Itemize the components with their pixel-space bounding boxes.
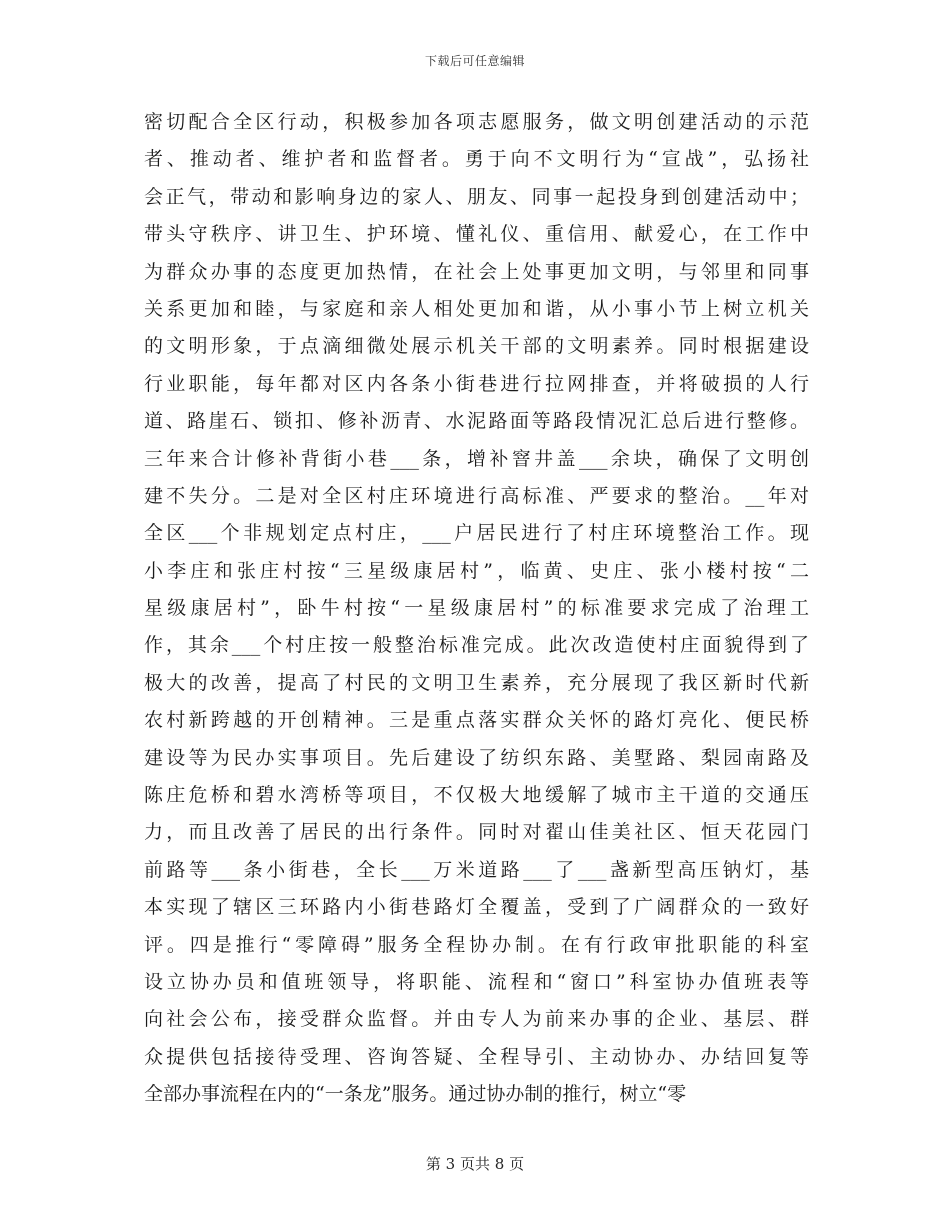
body-line: 农村新跨越的开创精神。三是重点落实群众关怀的路灯亮化、便民桥 (144, 709, 809, 732)
body-line: 前路等___条小街巷，全长___万米道路___了___盏新型高压钠灯，基 (144, 858, 809, 881)
body-line: 极大的改善，提高了村民的文明卫生素养，充分展现了我区新时代新 (144, 671, 809, 694)
body-line: 密切配合全区行动，积极参加各项志愿服务，做文明创建活动的示范 (144, 111, 809, 133)
body-line: 三年来合计修补背街小巷___条，增补窨井盖___余块，确保了文明创 (144, 447, 809, 470)
body-line: 众提供包括接待受理、咨询答疑、全程导引、主动协办、办结回复等 (144, 1045, 809, 1068)
document-body (144, 104, 809, 1114)
body-line: 带头守秩序、讲卫生、护环境、懂礼仪、重信用、献爱心，在工作中 (144, 223, 809, 246)
body-line: 建设等为民办实事项目。先后建设了纺织东路、美墅路、梨园南路及 (144, 746, 809, 769)
body-line: 为群众办事的态度更加热情，在社会上处事更加文明，与邻里和同事 (144, 260, 809, 283)
body-line: 关系更加和睦，与家庭和亲人相处更加和谐，从小事小节上树立机关 (144, 297, 809, 320)
body-line: 全区___个非规划定点村庄，___户居民进行了村庄环境整治工作。现 (144, 522, 809, 545)
page-header-note: 下载后可任意编辑 (424, 54, 525, 68)
body-line: 本实现了辖区三环路内小街巷路灯全覆盖，受到了广阔群众的一致好 (144, 896, 809, 919)
body-line: 建不失分。二是对全区村庄环境进行高标准、严要求的整治。__年对 (144, 484, 809, 507)
body-line: 行业职能，每年都对区内各条小街巷进行拉网排查，并将破损的人行 (144, 372, 809, 395)
body-line: 设立协办员和值班领导，将职能、流程和“窗口”科室协办值班表等 (144, 970, 809, 993)
body-line: 向社会公布，接受群众监督。并由专人为前来办事的企业、基层、群 (144, 1008, 809, 1031)
body-line: 星级康居村”，卧牛村按“一星级康居村”的标准要求完成了治理工 (144, 597, 809, 620)
body-line: 会正气，带动和影响身边的家人、朋友、同事一起投身到创建活动中； (144, 185, 809, 208)
body-line: 评。四是推行“零障碍”服务全程协办制。在有行政审批职能的科室 (144, 933, 809, 956)
body-line: 陈庄危桥和碧水湾桥等项目，不仅极大地缓解了城市主干道的交通压 (144, 784, 809, 807)
body-line: 全部办事流程在内的“一条龙”服务。通过协办制的推行，树立“零 (144, 1083, 687, 1106)
page-number: 第 3 页共 8 页 (425, 1155, 525, 1173)
body-line: 力，而且改善了居民的出行条件。同时对翟山佳美社区、恒天花园门 (144, 821, 809, 844)
body-line: 的文明形象，于点滴细微处展示机关干部的文明素养。同时根据建设 (144, 335, 809, 358)
body-line: 者、推动者、维护者和监督者。勇于向不文明行为“宣战”，弘扬社 (144, 148, 809, 171)
body-line: 作，其余___个村庄按一般整治标准完成。此次改造使村庄面貌得到了 (144, 634, 809, 657)
body-line: 道、路崖石、锁扣、修补沥青、水泥路面等路段情况汇总后进行整修。 (144, 410, 809, 433)
body-line: 小李庄和张庄村按“三星级康居村”，临黄、史庄、张小楼村按“二 (144, 559, 809, 582)
